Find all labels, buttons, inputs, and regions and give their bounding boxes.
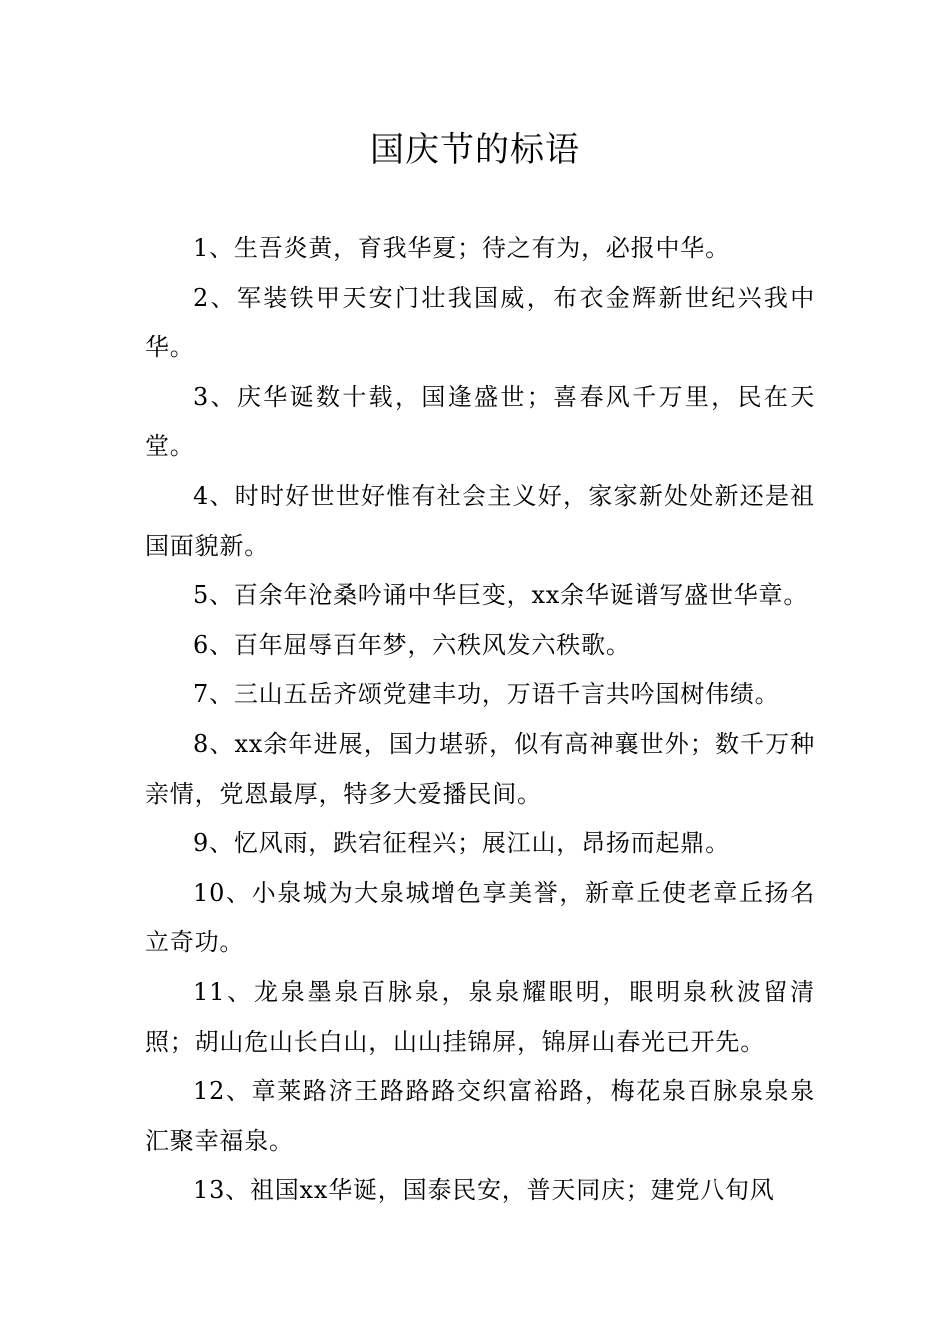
slogan-item-9: 9、忆风雨，跌宕征程兴；展江山，昂扬而起鼎。 xyxy=(193,829,730,858)
document-body xyxy=(145,224,815,1216)
slogan-item-8: 8、xx余年进展，国力堪骄，似有高神襄世外；数千万种亲情，党恩最厚，特多大爱播民间。 xyxy=(145,729,815,808)
slogan-item-10: 10、小泉城为大泉城增色享美誉，新章丘使老章丘扬名立奇功。 xyxy=(145,878,815,957)
slogan-item-13: 13、祖国xx华诞，国泰民安，普天同庆；建党八旬风 xyxy=(193,1176,775,1205)
slogan-item-11: 11、龙泉墨泉百脉泉，泉泉耀眼明，眼明泉秋波留清照；胡山危山长白山，山山挂锦屏，锦屏山春光已开先。 xyxy=(145,977,815,1056)
slogan-item-5: 5、百余年沧桑吟诵中华巨变，xx余华诞谱写盛世华章。 xyxy=(193,581,809,610)
slogan-item-4: 4、时时好世世好惟有社会主义好，家家新处处新还是祖国面貌新。 xyxy=(145,481,815,560)
document-title: 国庆节的标语 xyxy=(370,130,580,170)
slogan-item-7: 7、三山五岳齐颂党建丰功，万语千言共吟国树伟绩。 xyxy=(193,680,780,709)
slogan-item-6: 6、百年屈辱百年梦，六秩风发六秩歌。 xyxy=(193,630,631,659)
slogan-item-3: 3、庆华诞数十载，国逢盛世；喜春风千万里，民在天堂。 xyxy=(145,382,815,461)
slogan-item-12: 12、章莱路济王路路路交织富裕路，梅花泉百脉泉泉泉汇聚幸福泉。 xyxy=(145,1077,815,1155)
slogan-item-1: 1、生吾炎黄，育我华夏；待之有为，必报中华。 xyxy=(193,234,730,262)
slogan-item-2: 2、军装铁甲天安门壮我国威，布衣金辉新世纪兴我中华。 xyxy=(145,283,815,362)
